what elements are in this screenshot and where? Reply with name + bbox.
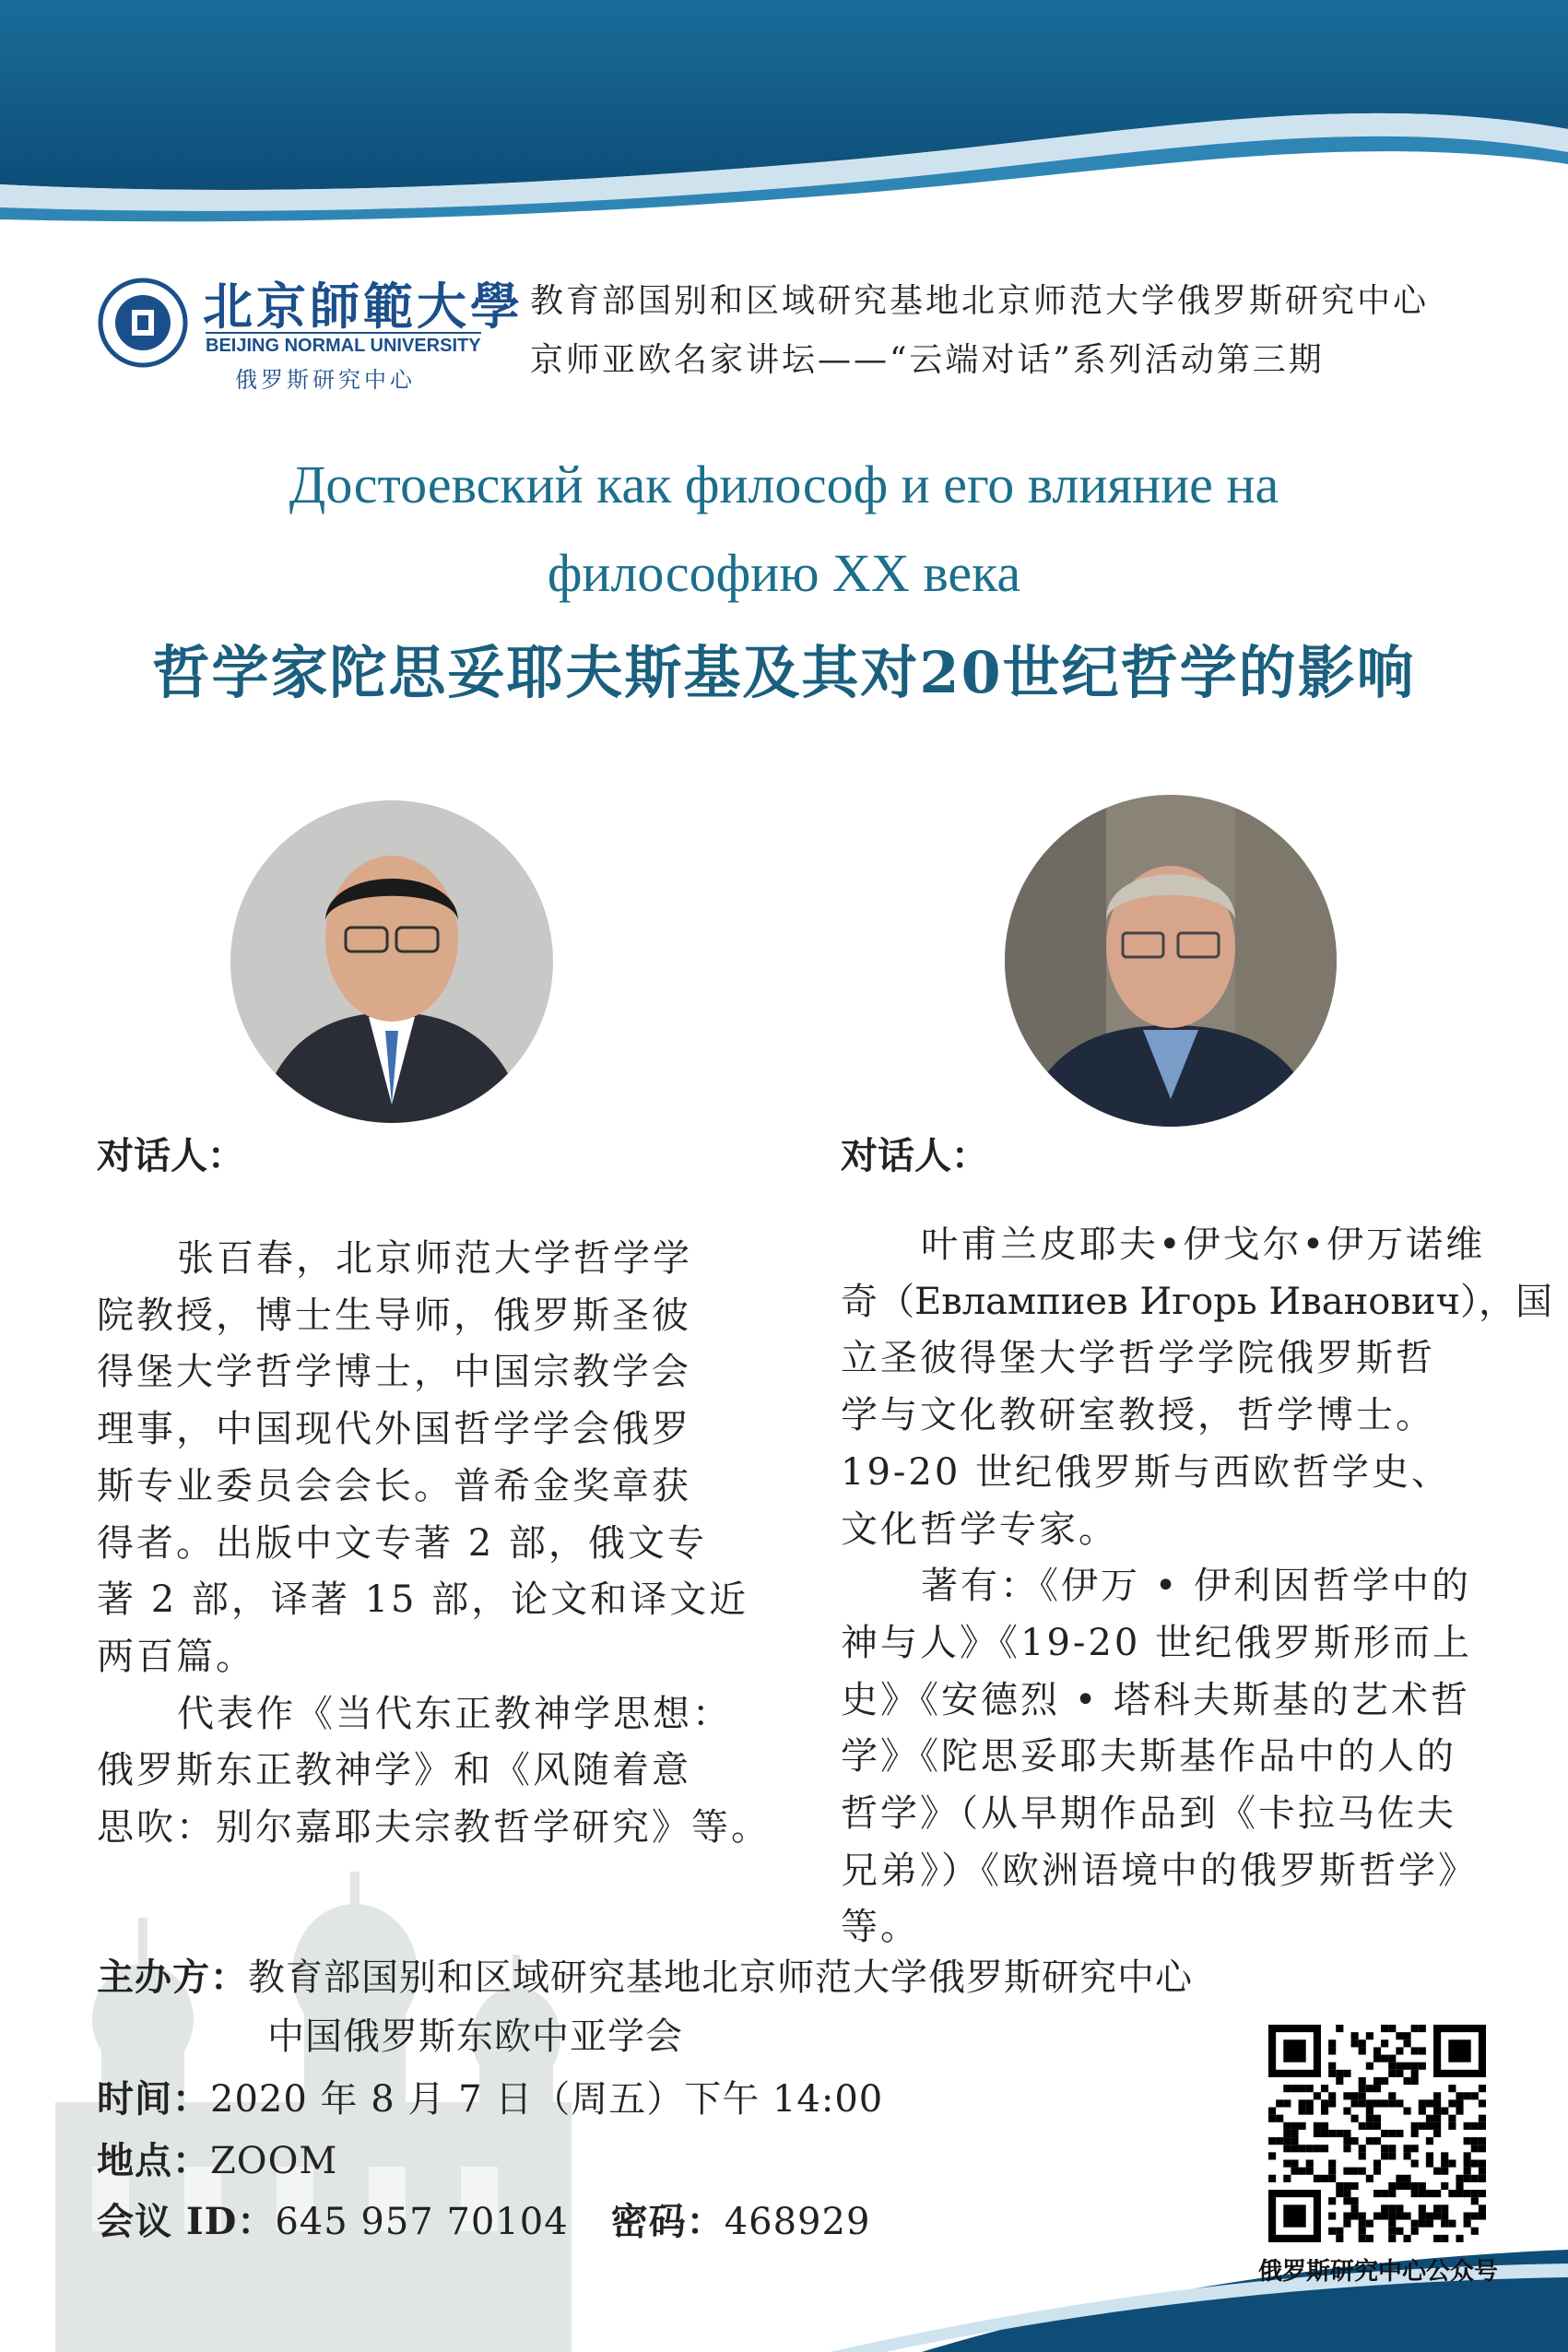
- university-logo: [97, 267, 524, 396]
- bio-line: 哲学》（从早期作品到《卡拉马佐夫: [841, 1792, 1456, 1836]
- time-value: 2020 年 8 月 7 日（周五）下午 14:00: [210, 2078, 884, 2121]
- qr-code-icon: [1268, 2025, 1486, 2242]
- meeting-id-label: 会议 ID：: [97, 2200, 276, 2243]
- bio-line: 思吹：别尔嘉耶夫宗教哲学研究》等。: [97, 1806, 771, 1850]
- bio-line: 立圣彼得堡大学哲学学院俄罗斯哲: [841, 1337, 1435, 1380]
- bio-line: 著有：《伊万 • 伊利因哲学中的: [921, 1565, 1472, 1608]
- bio-line: 史》《安德烈 • 塔科夫斯基的艺术哲: [841, 1678, 1471, 1721]
- meeting-line: [97, 2192, 870, 2245]
- left-speaker-bio: [97, 1231, 771, 1857]
- left-speaker-label: 对话人：: [97, 1134, 244, 1177]
- bio-line: 著 2 部，译著 15 部，论文和译文近: [97, 1578, 749, 1622]
- bio-line: 等。: [841, 1906, 920, 1949]
- university-seal-icon: [97, 277, 189, 369]
- bio-line: 19-20 世纪俄罗斯与西欧哲学史、: [841, 1450, 1452, 1494]
- bio-line: 院教授，博士生导师，俄罗斯圣彼: [97, 1294, 691, 1337]
- bio-line: 奇（Евлампиев Игорь Иванович），国: [841, 1280, 1552, 1323]
- bio-line: 理事，中国现代外国哲学学会俄罗: [97, 1408, 691, 1451]
- title-russian-line-1: Достоевский как философ и его влияние на: [289, 455, 1279, 514]
- speaker-photo-left: [230, 800, 553, 1123]
- logo-university-en: BEIJING NORMAL UNIVERSITY: [206, 332, 481, 357]
- meeting-id-value: 645 957 70104: [275, 2201, 569, 2243]
- time-line: [97, 2070, 883, 2122]
- header-wave-band: [0, 0, 1568, 230]
- host-value-2: 中国俄罗斯东欧中亚学会: [267, 2015, 683, 2058]
- bio-line: 代表作《当代东正教神学思想：: [177, 1692, 732, 1735]
- place-label: 地点：: [97, 2139, 210, 2182]
- bio-line: 文化哲学专家。: [841, 1507, 1118, 1551]
- bio-line: 学与文化教研室教授，哲学博士。: [841, 1394, 1435, 1437]
- qr-code[interactable]: [1268, 2025, 1486, 2242]
- bio-line: 两百篇。: [97, 1635, 255, 1678]
- bio-line: 兄弟》）《欧洲语境中的俄罗斯哲学》: [841, 1849, 1478, 1892]
- bio-line: 得堡大学哲学博士，中国宗教学会: [97, 1351, 691, 1394]
- title-chinese: 哲学家陀思妥耶夫斯基及其对20世纪哲学的影响: [152, 639, 1416, 706]
- password-label: 密码：: [610, 2200, 725, 2243]
- affiliation-line-1: 教育部国别和区域研究基地北京师范大学俄罗斯研究中心: [530, 282, 1430, 320]
- time-label: 时间：: [97, 2077, 210, 2121]
- host-value-1: 教育部国别和区域研究基地北京师范大学俄罗斯研究中心: [248, 1956, 1193, 1999]
- password-value: 468929: [724, 2201, 871, 2243]
- qr-caption: 俄罗斯研究中心公众号: [1257, 2258, 1498, 2286]
- host-line: [97, 1948, 1193, 2001]
- right-speaker-label: 对话人：: [841, 1134, 988, 1177]
- place-line: [97, 2132, 337, 2184]
- right-speaker-bio: [841, 1217, 1552, 1956]
- title-russian-line-2: философию XX века: [547, 543, 1021, 603]
- place-value: ZOOM: [210, 2140, 338, 2182]
- bio-line: 俄罗斯东正教神学》和《风随着意: [97, 1749, 691, 1792]
- speaker-photo-right: [1005, 795, 1337, 1127]
- host-label: 主办方：: [97, 1956, 248, 1999]
- logo-center-zh: 俄罗斯研究中心: [235, 367, 416, 393]
- bio-line: 张百春，北京师范大学哲学学: [177, 1237, 692, 1280]
- bio-line: 神与人》《19-20 世纪俄罗斯形而上: [841, 1621, 1473, 1664]
- bio-line: 斯专业委员会会长。普希金奖章获: [97, 1464, 691, 1507]
- bio-line: 得者。出版中文专著 2 部，俄文专: [97, 1521, 707, 1565]
- bio-line: 叶甫兰皮耶夫•伊戈尔•伊万诺维: [921, 1223, 1486, 1266]
- affiliation-line-2: 京师亚欧名家讲坛——“云端对话”系列活动第三期: [530, 341, 1325, 379]
- bio-line: 学》《陀思妥耶夫斯基作品中的人的: [841, 1735, 1456, 1779]
- logo-university-zh: 北京師範大學: [203, 277, 524, 336]
